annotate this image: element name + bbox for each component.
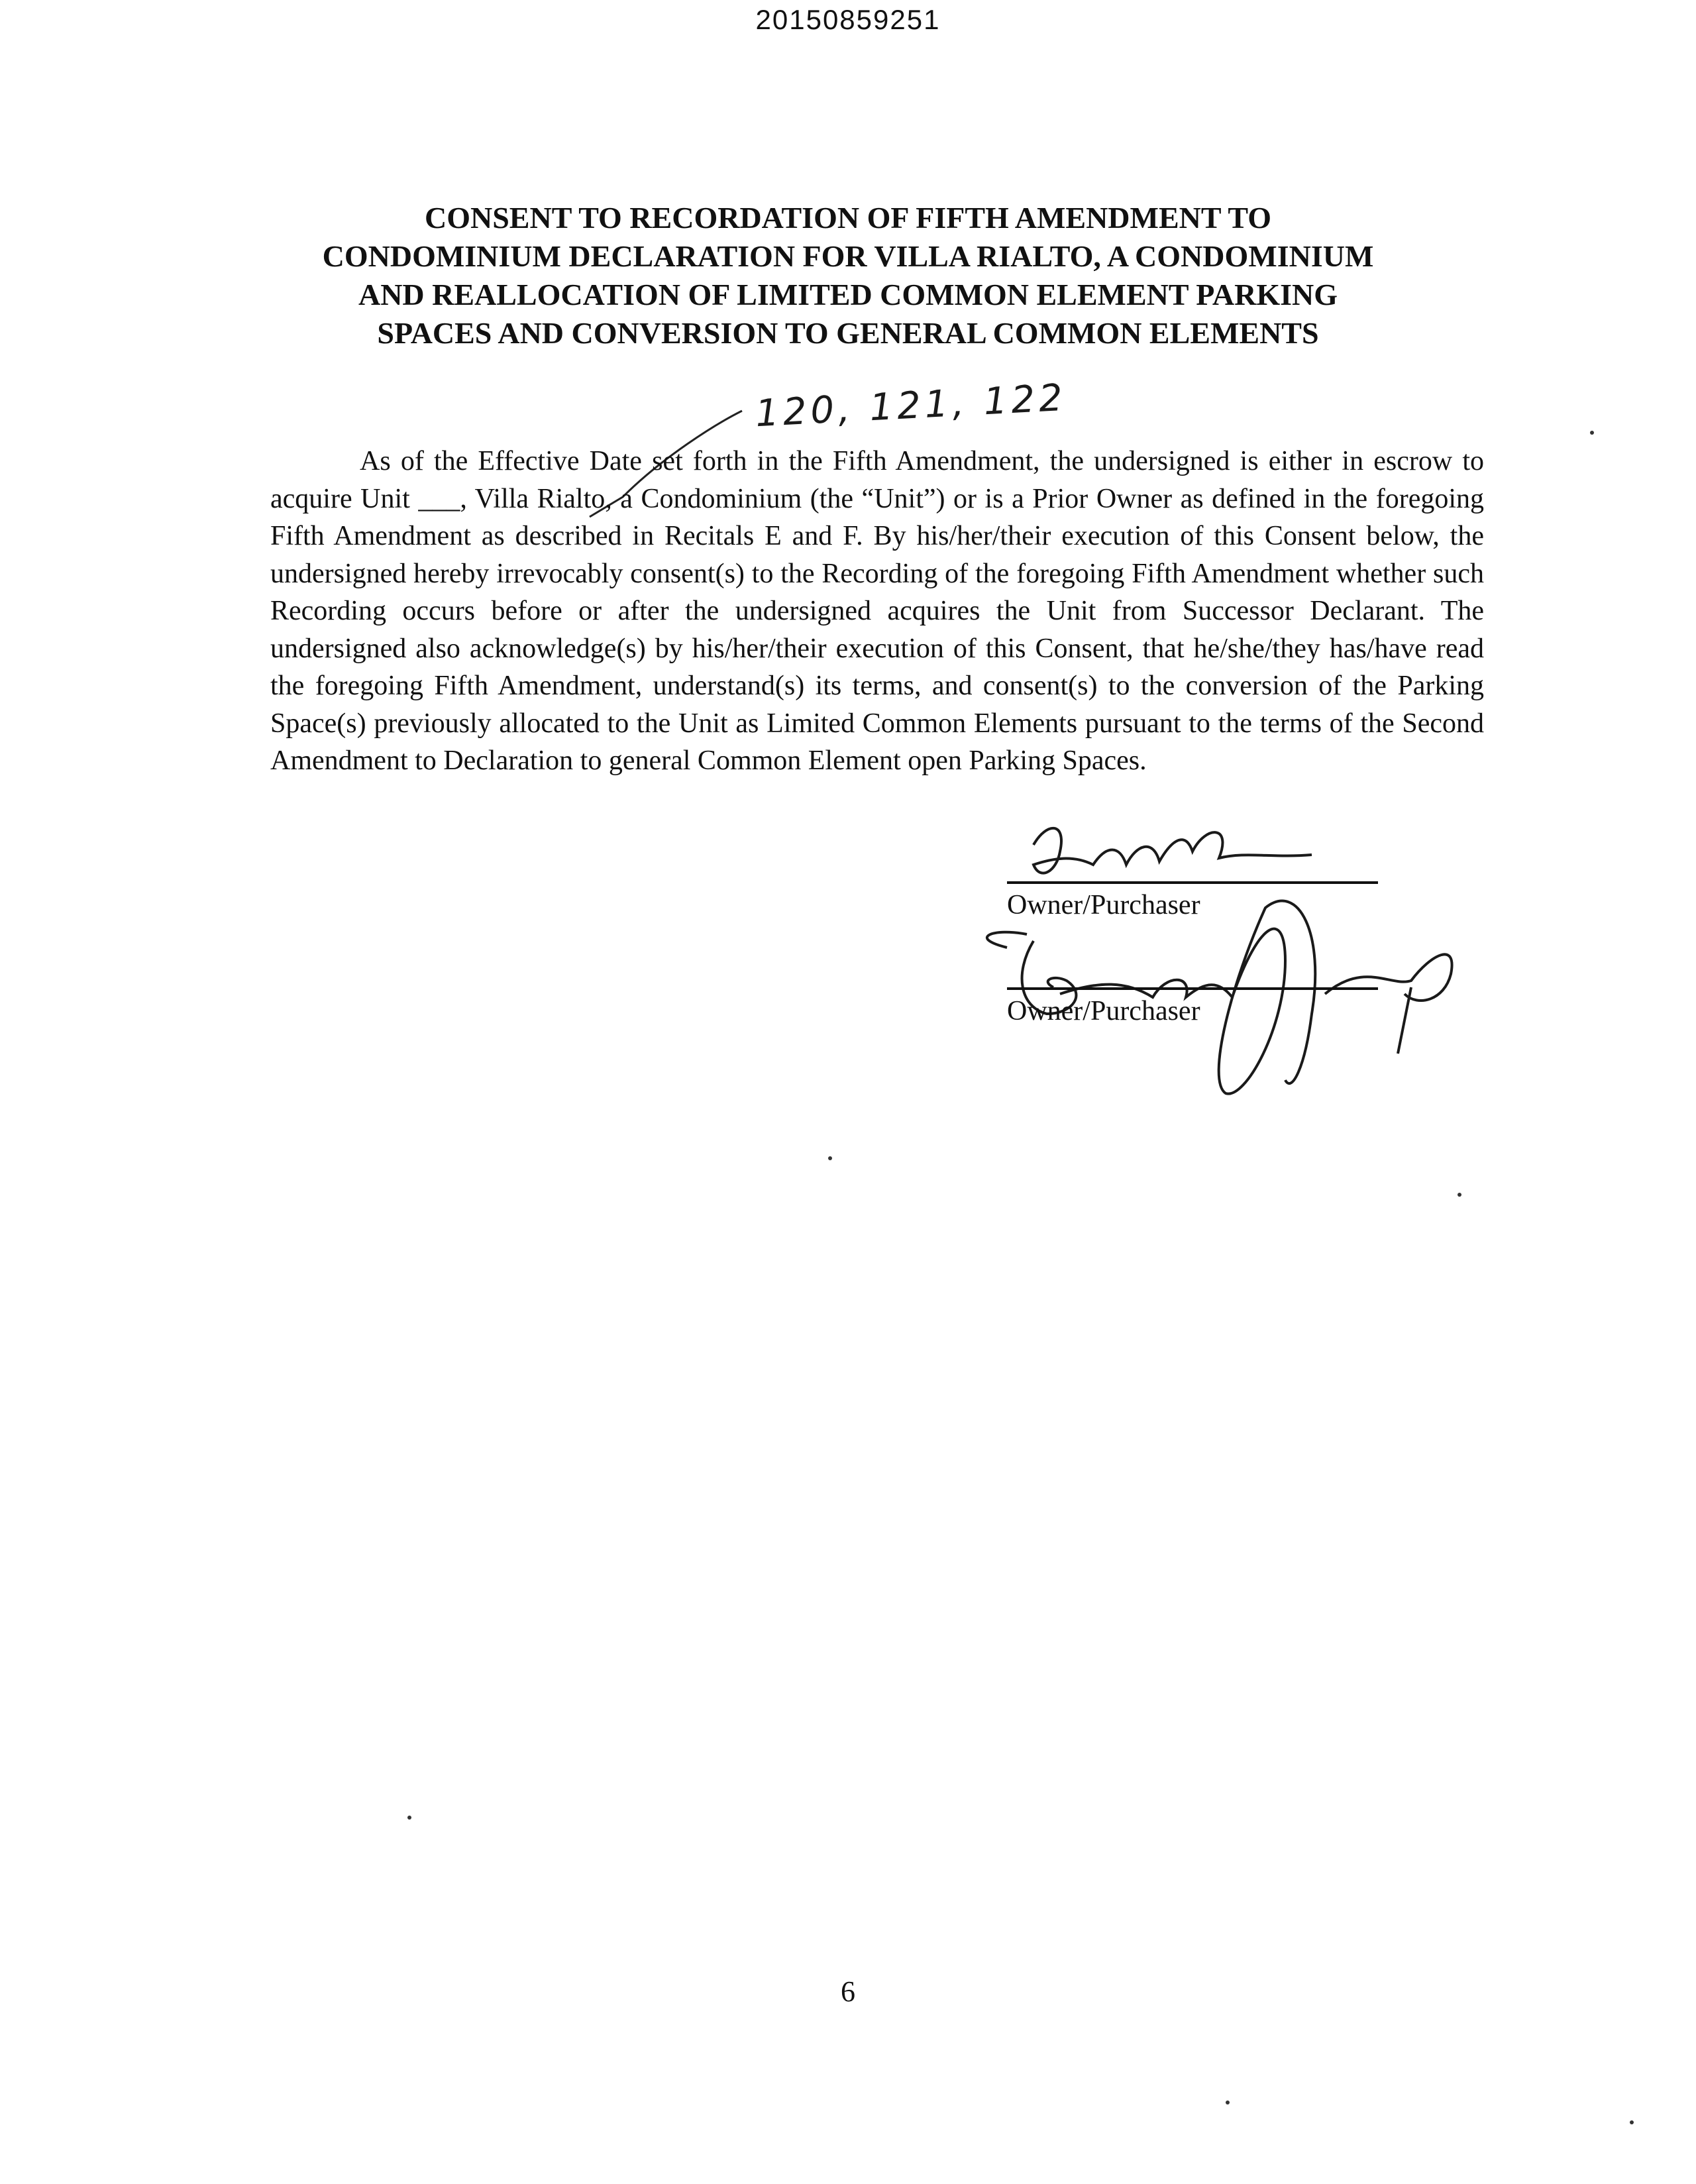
scan-speck <box>1226 2101 1230 2104</box>
scan-speck <box>1590 431 1594 435</box>
title-line-2: CONDOMINIUM DECLARATION FOR VILLA RIALTO, A CONDOMINIUM <box>322 239 1374 273</box>
title-line-4: SPACES AND CONVERSION TO GENERAL COMMON ELEMENTS <box>377 316 1319 350</box>
page-number: 6 <box>841 1975 855 2008</box>
signature-label-1: Owner/Purchaser <box>1007 890 1200 920</box>
signature-line-2 <box>1007 987 1378 990</box>
document-title <box>199 199 1497 353</box>
first-signature-mark <box>1020 818 1352 891</box>
signature-label-2: Owner/Purchaser <box>1007 996 1200 1026</box>
signature-block-2 <box>1007 987 1378 1028</box>
consent-body-paragraph: As of the Effective Date set forth in the Fifth Amendment, the undersigned is either in escrow to acquire Unit ___, Villa Rialto, a Condominium (the “Unit”) or is a Prior Owner as defined in the foregoing Fifth Amendment as described in Recitals E and F. By his/her/their execution of this Consent below, the undersigned hereby irrevocably consent(s) to the Recording of the foregoing Fifth Amendment whether such Recording occurs before or after the undersigned acquires the Unit from Successor Declarant. The undersigned also acknowledge(s) by his/her/their execution of this Consent, that he/she/they has/have read the foregoing Fifth Amendment, understand(s) its terms, and consent(s) to the conversion of the Parking Space(s) previously allocated to the Unit as Limited Common Elements pursuant to the terms of the Second Amendment to Declaration to general Common Element open Parking Spaces. <box>270 446 1484 776</box>
document-id: 20150859251 <box>755 4 941 35</box>
title-line-1: CONSENT TO RECORDATION OF FIFTH AMENDMENT TO <box>424 201 1271 235</box>
scan-speck <box>1630 2120 1634 2124</box>
scan-speck <box>828 1156 832 1160</box>
scan-speck <box>1458 1193 1461 1197</box>
handwritten-unit-numbers: 120, 121, 122 <box>754 376 1068 436</box>
title-line-3: AND REALLOCATION OF LIMITED COMMON ELEMENT PARKING <box>358 278 1338 311</box>
scan-speck <box>407 1816 411 1820</box>
